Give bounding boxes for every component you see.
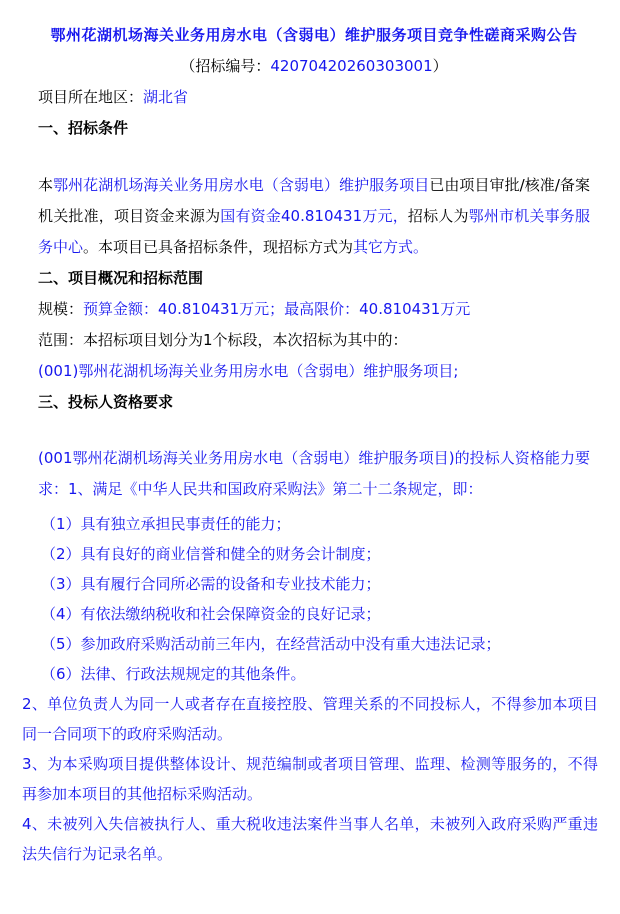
bid-number-value: 42070420260303001 — [270, 57, 433, 75]
bid-number-line — [38, 51, 590, 82]
region-row — [38, 82, 590, 113]
scale-value: 预算金额：40.810431万元；最高限价：40.810431万元 — [83, 300, 471, 318]
text-segment: 招标人为 — [407, 207, 469, 225]
qualification-items-list — [38, 509, 590, 689]
qualification-item-4: （4）有依法缴纳税收和社会保障资金的良好记录； — [41, 605, 381, 623]
text-segment: 。本项目已具备招标条件，现招标方式为 — [83, 238, 354, 256]
tender-method-highlight: 其它方式。 — [353, 238, 429, 256]
qualification-intro-paragraph: (001鄂州花湖机场海关业务用房水电（含弱电）维护服务项目)的投标人资格能力要求：1、满足《中华人民共和国政府采购法》第二十二条规定，即： — [38, 449, 590, 498]
text-segment: 本 — [38, 176, 54, 194]
qualification-clause-4: 4、未被列入失信被执行人、重大税收违法案件当事人名单，未被列入政府采购严重违法失信行为记录名单。 — [22, 815, 598, 863]
region-value: 湖北省 — [143, 88, 189, 106]
qualification-item-3: （3）具有履行合同所必需的设备和专业技术能力； — [41, 575, 381, 593]
section-1-heading: 一、招标条件 — [38, 119, 129, 137]
qualification-item-2: （2）具有良好的商业信誉和健全的财务会计制度； — [41, 545, 381, 563]
qualification-item-1: （1）具有独立承担民事责任的能力； — [41, 515, 291, 533]
tender-conditions-paragraph — [38, 170, 590, 263]
qualification-clause-3: 3、为本采购项目提供整体设计、规范编制或者项目管理、监理、检测等服务的，不得再参加本项目的其他招标采购活动。 — [22, 755, 598, 803]
page-title: 鄂州花湖机场海关业务用房水电（含弱电）维护服务项目竞争性磋商采购公告 — [50, 26, 578, 44]
scale-row — [38, 294, 590, 325]
funding-source-highlight: 国有资金40.810431万元， — [220, 207, 408, 225]
project-name-highlight: 鄂州花湖机场海关业务用房水电（含弱电）维护服务项目 — [53, 176, 430, 194]
qualification-item-5: （5）参加政府采购活动前三年内，在经营活动中没有重大违法记录； — [41, 635, 501, 653]
section-2-heading: 二、项目概况和招标范围 — [38, 269, 204, 287]
bid-number-prefix: （招标编号： — [180, 57, 271, 75]
scope-row: 范围：本招标项目划分为1个标段，本次招标为其中的： — [38, 331, 408, 349]
tenderer-name-highlight: 鄂州市机关事务服务中心 — [38, 207, 590, 256]
qualification-item-6: （6）法律、行政法规规定的其他条件。 — [41, 665, 306, 683]
region-label: 项目所在地区： — [38, 88, 144, 106]
qualification-clause-2: 2、单位负责人为同一人或者存在直接控股、管理关系的不同投标人，不得参加本项目同一合同项下的政府采购活动。 — [22, 695, 598, 743]
section-3-heading: 三、投标人资格要求 — [38, 393, 174, 411]
lot-item: (001)鄂州花湖机场海关业务用房水电（含弱电）维护服务项目; — [38, 362, 459, 380]
bid-number-suffix: ） — [432, 57, 448, 75]
text-segment: 已由项目审批/核准/备案机关批准，项目资金来源为 — [38, 176, 590, 225]
scale-label: 规模： — [38, 300, 84, 318]
